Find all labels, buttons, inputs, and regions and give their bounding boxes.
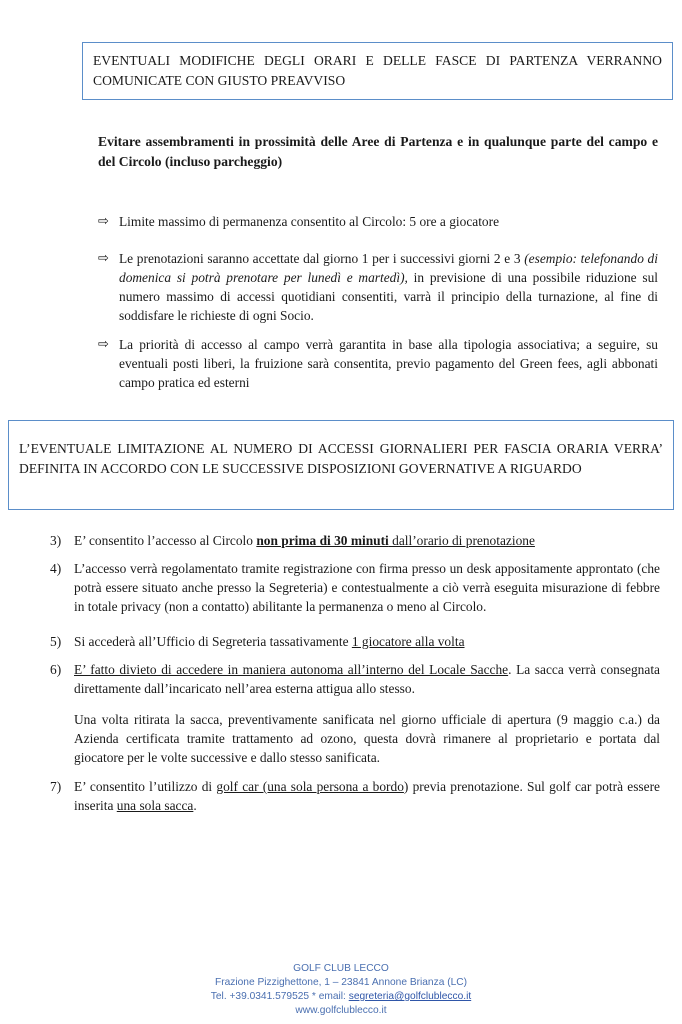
email-link[interactable]: segreteria@golfclublecco.it — [348, 991, 472, 1002]
right-arrow-icon: ⇨ — [98, 214, 109, 229]
numbered-item-6: 6) E’ fatto divieto di accedere in maniera autonoma all’interno del Locale Sacche. La sacca verrà consegnata direttamente dall’incaricato nell’area esterna attigua allo stesso. — [50, 662, 660, 696]
right-arrow-icon: ⇨ — [98, 337, 109, 352]
right-arrow-icon: ⇨ — [98, 251, 109, 266]
list-item: ⇨ Limite massimo di permanenza consentito al Circolo: 5 ore a giocatore — [98, 214, 500, 229]
list-item: ⇨ La priorità di accesso al campo verrà garantita in base alla tipologia associativa; a seguire, su eventuali posti liberi, la fruizione sarà consentita, previo pagamento del Green fees, agli abbonati campo pratica ed esterni — [98, 337, 658, 390]
notice-box-schedule-text: EVENTUALI MODIFICHE DEGLI ORARI E DELLE FASCE DI PARTENZA VERRANNO COMUNICATE CON GIUSTO PREAVVISO — [93, 53, 662, 88]
numbered-item-4: 4) L’accesso verrà regolamentato tramite registrazione con firma presso un desk appositamente approntato (che potrà essere situato anche presso la Segreteria) e contestualmente a ciò verrà eseguita misurazione di febbre in totale privacy (non a contatto) abilitante la permanenza o meno al Circolo. — [50, 561, 660, 614]
list-item: ⇨ Le prenotazioni saranno accettate dal giorno 1 per i successivi giorni 2 e 3 (esempio: telefonando di domenica si potrà prenotare per lunedì e martedì), in previsione di una possibile riduzione sul numero massimo di accessi quotidiani consentiti, varrà il principio della turnazione, al fine di soddisfare le richieste di ogni Socio. — [98, 251, 659, 323]
numbered-item-3: 3) E’ consentito l’accesso al Circolo non prima di 30 minuti dall’orario di prenotazione — [50, 533, 535, 548]
footer-address: Frazione Pizzighettone, 1 – 23841 Annone Brianza (LC) — [214, 977, 467, 988]
example-text: (esempio: telefonando di domenica si potrà prenotare per lunedì e martedì), — [119, 251, 658, 285]
notice-box-limits-text: L’EVENTUALE LIMITAZIONE AL NUMERO DI ACCESSI GIORNALIERI PER FASCIA ORARIA VERRA’ DEFINITA IN ACCORDO CON LE SUCCESSIVE DISPOSIZIONI GOVERNATIVE A RIGUARDO — [19, 441, 663, 476]
footer-contacts: Tel. +39.0341.579525 * email: segreteria@golfclublecco.it — [210, 991, 472, 1002]
footer — [0, 962, 682, 1018]
notice-box-schedule — [82, 42, 673, 100]
notice-box-limits — [8, 420, 674, 510]
numbered-item-5: 5) Si accederà all’Ufficio di Segreteria tassativamente 1 giocatore alla volta — [50, 634, 465, 649]
footer-club-name: GOLF CLUB LECCO — [293, 963, 389, 974]
bag-sanitization-paragraph: Una volta ritirata la sacca, preventivamente sanificata nel giorno ufficiale di apertura (9 maggio c.a.) da Azienda certificata tramite trattamento ad ozono, questa dovrà rimanere al proprietario e portata dal giocatore per le volte successive e dallo stesso sanificata. — [74, 712, 660, 765]
assembly-warning: Evitare assembramenti in prossimità delle Aree di Partenza e in qualunque parte del campo e del Circolo (incluso parcheggio) — [98, 134, 658, 169]
numbered-item-7: 7) E’ consentito l’utilizzo di golf car (una sola persona a bordo) previa prenotazione. Sul golf car potrà essere inserita una sola sacca. — [50, 779, 660, 813]
website-link[interactable]: www.golfclublecco.it — [295, 1005, 387, 1016]
